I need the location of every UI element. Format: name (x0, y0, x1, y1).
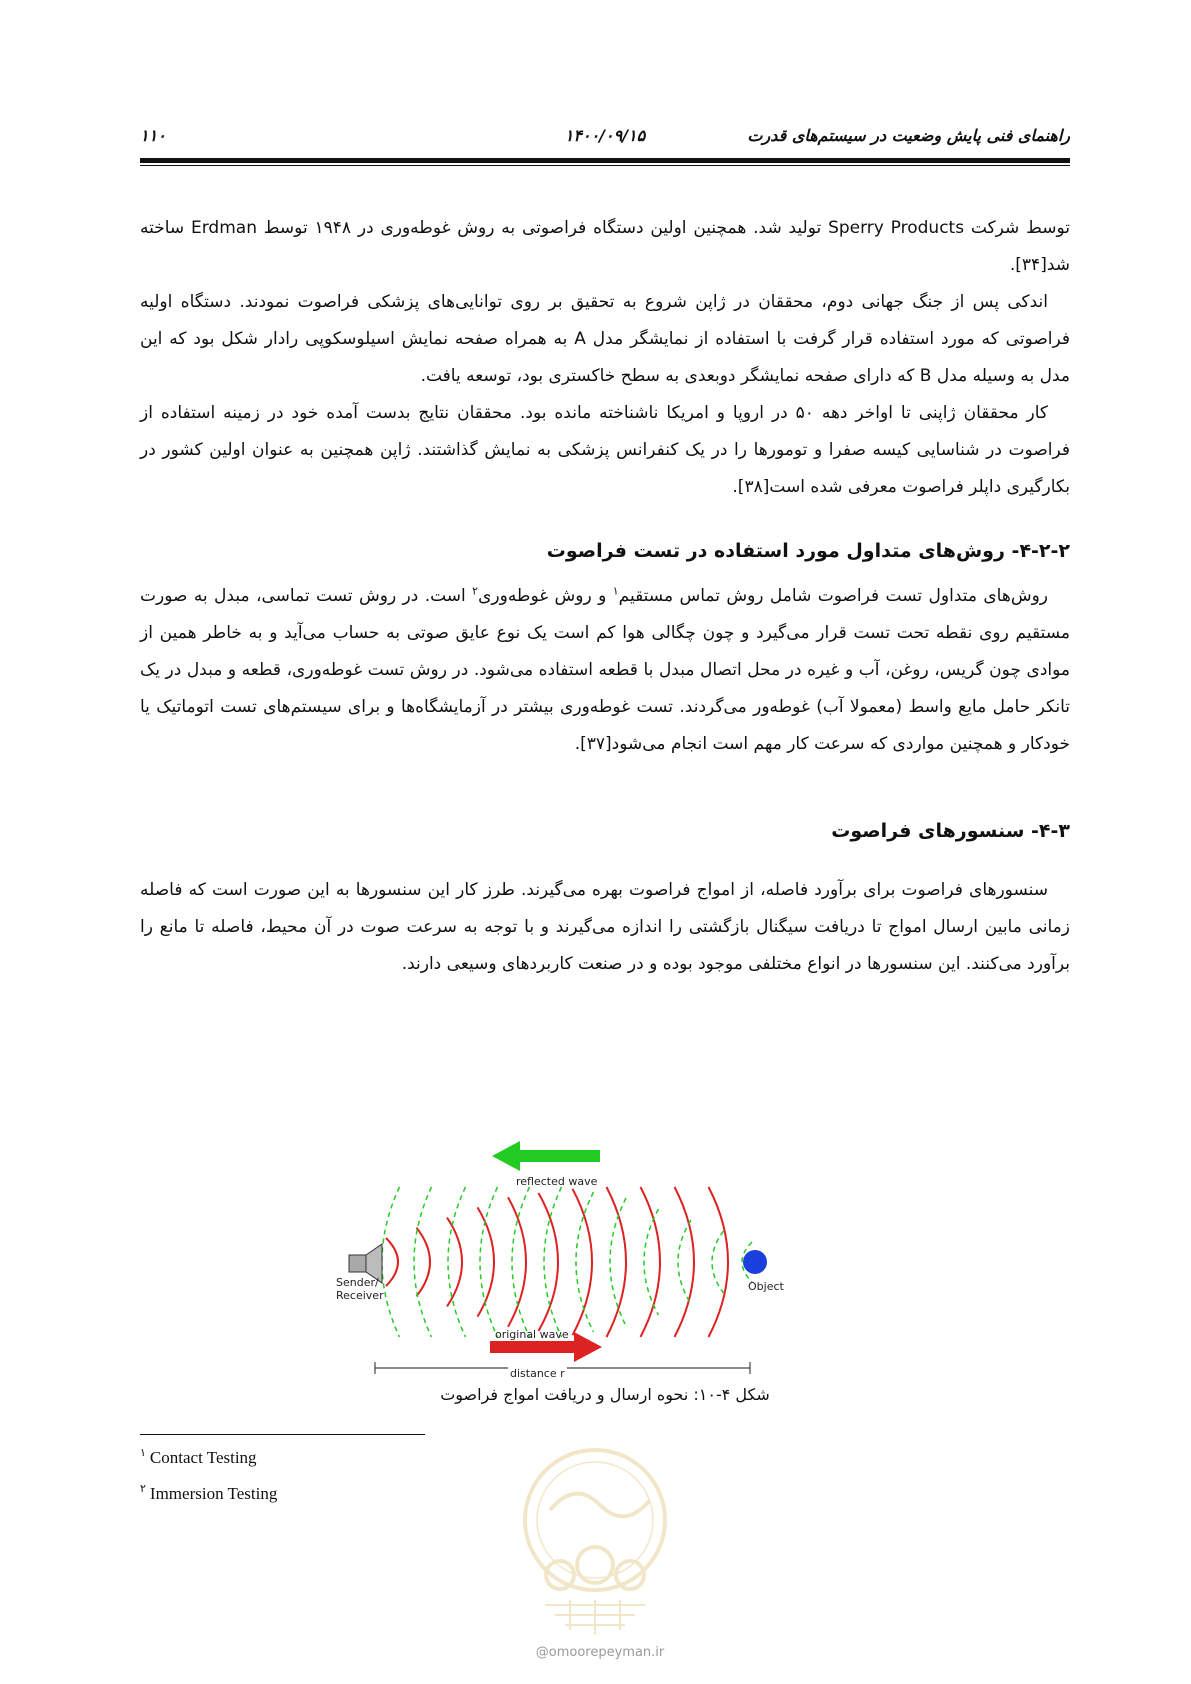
object-label: Object (748, 1280, 784, 1293)
original-wave-arrow-head (574, 1332, 602, 1362)
header-rule-thick (140, 158, 1070, 163)
paragraph-2: اندکی پس از جنگ جهانی دوم، محققان در ژاپن شروع به تحقیق بر روی توانایی‌های پزشکی فراصوت نمودند. دستگاه اولیه فراصوتی که مورد استفاده قرار گرفت با استفاده از نمایشگر مدل A به همراه صفحه نمایش اسیلوسکوپی رادار شکل بود که این مدل به وسیله مدل B که دارای صفحه نمایشگر دوبعدی به سطح خاکستری بود، توسعه یافت. (140, 292, 1071, 386)
page-header (140, 126, 1070, 156)
section-title-sensors: ۴-۳- سنسورهای فراصوت (831, 820, 1070, 842)
original-wave-front (386, 1238, 398, 1286)
paragraph-4 (140, 578, 1070, 763)
reflected-wave-front (644, 1209, 659, 1315)
original-wave-front (508, 1197, 526, 1327)
reflected-wave-arrow-head (492, 1141, 520, 1171)
watermark-url: @omoorepeyman.ir (535, 1645, 665, 1660)
ultrasound-figure (330, 1135, 830, 1375)
footnote-2 (140, 1484, 277, 1504)
paragraph-5: سنسورهای فراصوت برای برآورد فاصله، از امواج فراصوت بهره می‌گیرند. طرز کار این سنسورها به این صورت است که فاصله زمانی مابین ارسال امواج تا دریافت سیگنال بازگشتی را اندازه می‌گیرند و با توجه به سرعت صوت در آن محیط، فاصله تا مانع را برآورد می‌کنند. این سنسورها در انواع مختلفی موجود بوده و در صنعت کاربردهای وسیعی دارند. (140, 880, 1070, 974)
wave-fronts (382, 1187, 752, 1337)
original-wave-label: original wave (495, 1328, 569, 1341)
original-wave-front (539, 1193, 559, 1331)
speaker-body (349, 1255, 366, 1272)
original-wave-front (478, 1207, 495, 1316)
footnote-1 (140, 1448, 257, 1468)
original-wave-front (447, 1218, 462, 1307)
footnote-1-mark: ۱ (140, 1447, 146, 1460)
original-wave-front (675, 1187, 695, 1337)
paragraph-1: توسط شرکت Sperry Products تولید شد. همچنین اولین دستگاه فراصوتی به روش غوطه‌وری در ۱۹۴۸ توسط Erdman ساخته شد[۳۴]. (140, 218, 1070, 275)
reflected-wave-front (610, 1198, 626, 1326)
reflected-wave-front (678, 1220, 691, 1304)
main-content (140, 210, 1070, 983)
footnote-rule (140, 1434, 425, 1435)
footnote-1-text: Contact Testing (149, 1448, 257, 1467)
original-wave-front (417, 1228, 431, 1296)
reflected-wave-front (576, 1192, 594, 1332)
figure-caption: شکل ۴-۱۰: نحوه ارسال و دریافت امواج فراصوت (440, 1385, 770, 1404)
paragraph-3: کار محققان ژاپنی تا اواخر دهه ۵۰ در اروپا و امریکا ناشناخته مانده بود. محققان نتایج بدست آمده خود در زمینه استفاده از فراصوت در شناسایی کیسه صفرا و تومورها را در یک کنفرانس پزشکی به نمایش گذاشتند. ژاپن همچنین به عنوان اولین کشور در بکارگیری داپلر فراصوت معرفی شده است[۳۸]. (140, 403, 1070, 497)
original-wave-arrow-shaft (490, 1341, 574, 1353)
header-date: ۱۴۰۰/۰۹/۱۵ (564, 126, 646, 145)
footnote-2-text: Immersion Testing (149, 1484, 278, 1503)
paragraph-4-part-b: و روش غوطه‌وری (478, 586, 613, 606)
watermark-logo (500, 1440, 690, 1640)
reflected-wave-label: reflected wave (516, 1175, 598, 1188)
sender-label: Sender/ (336, 1276, 379, 1289)
header-title: راهنمای فنی پایش وضعیت در سیستم‌های قدرت (747, 126, 1070, 145)
reflected-wave-front (382, 1187, 400, 1337)
object-circle (743, 1250, 767, 1274)
reflected-wave-front (712, 1231, 724, 1293)
receiver-label: Receiver (336, 1289, 384, 1302)
section-title-methods: ۴-۲-۲- روش‌های متداول مورد استفاده در تست فراصوت (546, 540, 1070, 562)
page-number: ۱۱۰ (140, 126, 166, 145)
header-rule-thin (140, 165, 1070, 166)
paragraph-4-part-c: است. در روش تست تماسی، مبدل به صورت مستقیم روی نقطه تحت تست قرار می‌گیرد و چون چگالی هوا کم است یک نوع عایق صوتی به حساب می‌آید و به خاطر همین از موادی چون گریس، روغن، آب و غیره در محل اتصال مبدل با قطعه استفاده می‌شود. در روش تست غوطه‌وری، قطعه و مبدل در یک تانکر حامل مایع واسط (معمولا آب) غوطه‌ور می‌گردند. تست غوطه‌وری بیشتر در آزمایشگاه‌ها و برای سیستم‌های تست اتوماتیک یا خودکار و همچنین مواردی که سرعت کار مهم است انجام می‌شود[۳۷]. (140, 586, 1070, 754)
footnote-ref-1: ۱ (612, 584, 619, 598)
reflected-wave-arrow-shaft (520, 1150, 600, 1162)
original-wave-front (709, 1187, 729, 1337)
distance-label: distance r (510, 1367, 565, 1380)
paragraph-4-part-a: روش‌های متداول تست فراصوت شامل روش تماس مستقیم (618, 586, 1048, 606)
footnote-ref-2: ۲ (472, 584, 479, 598)
footnote-2-mark: ۲ (140, 1483, 146, 1496)
reflected-wave-front (414, 1187, 432, 1337)
